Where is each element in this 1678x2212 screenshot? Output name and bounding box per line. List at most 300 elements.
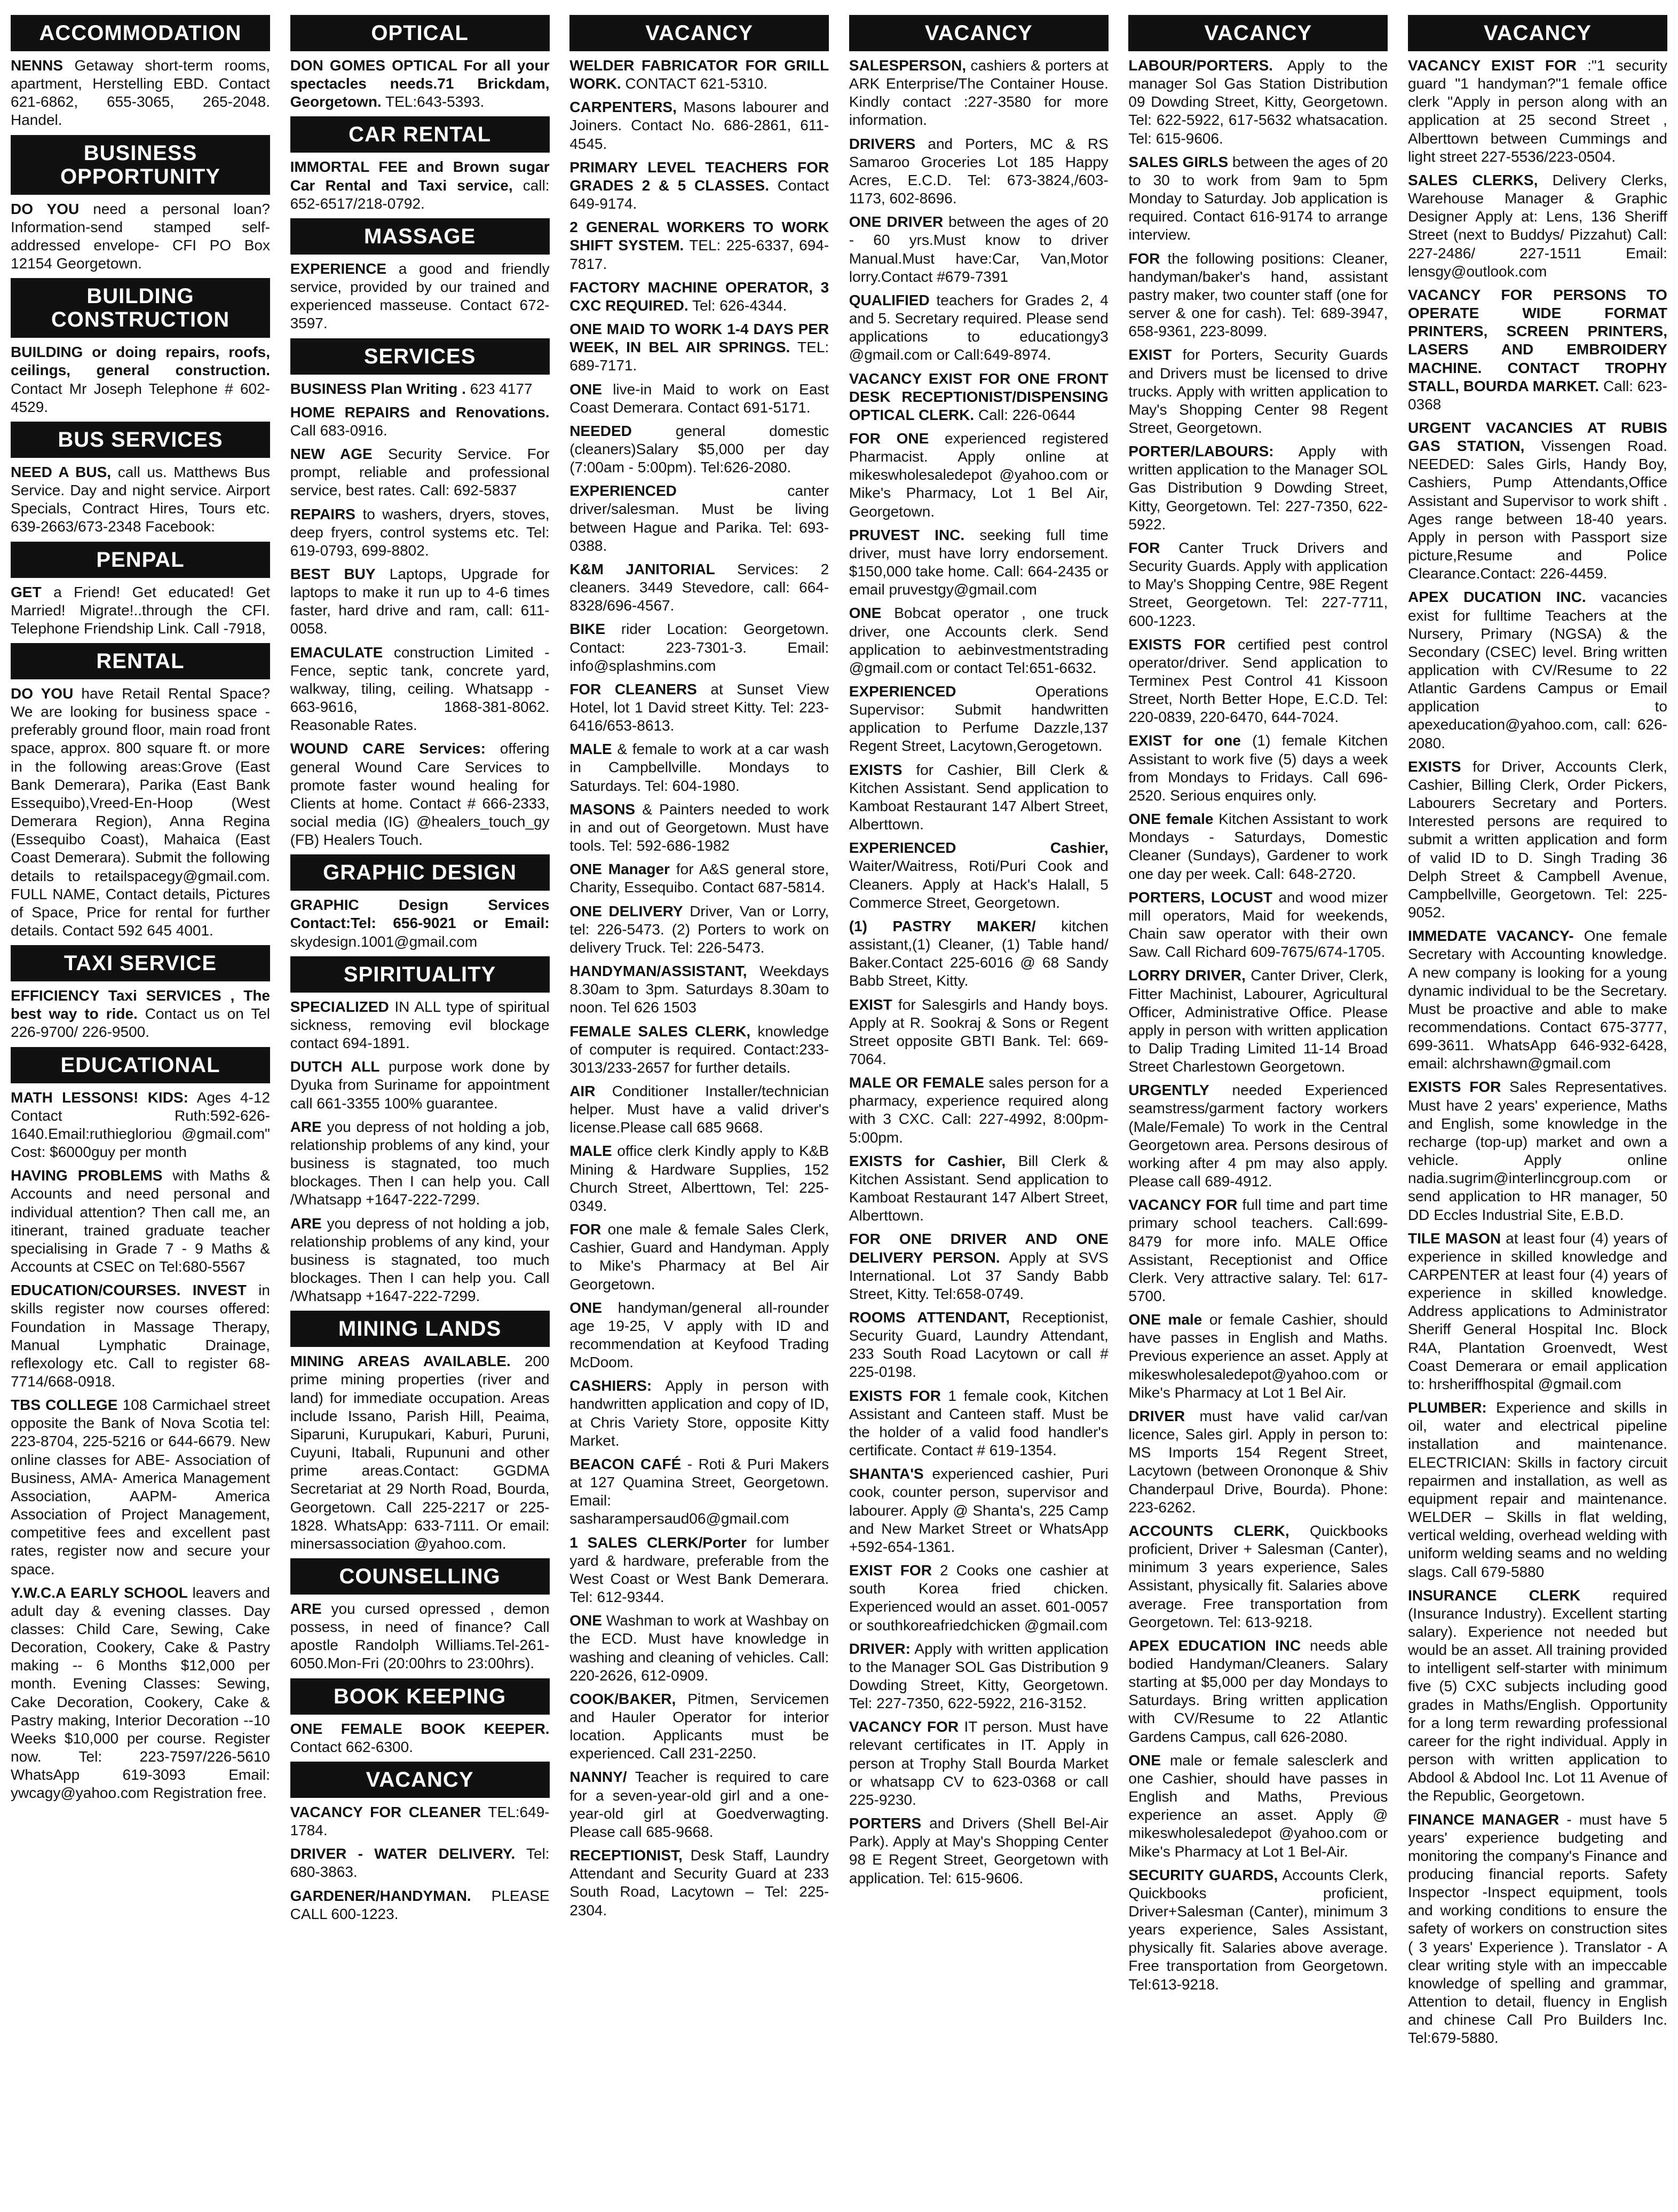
classified-ad — [11, 1089, 270, 1162]
classified-ad — [290, 896, 550, 950]
ad-text: leavers and adult day & evening classes. Day classes: Child Care, Sewing, Cake Decoration, Cookery, Cake & Pastry making -- 6 Months $12,000 per month. Evening Classes: Sewing, Cake Decoration, Cookery, Cake & Pastry making, Interior Decoration --10 Weeks $10,000 per course. Register now. Tel: 223-7597/226-5610 WhatsApp 619-3093 Email: ywcagy@yahoo.com Registration free. — [11, 1584, 270, 1802]
classified-ad — [11, 685, 270, 940]
ad-lead: K&M JANITORIAL — [569, 560, 715, 577]
ad-lead: DON GOMES OPTICAL For all your spectacles needs.71 Brickdam, Georgetown. — [290, 57, 550, 110]
column — [1128, 11, 1388, 2201]
ad-lead: RECEPTIONIST, — [569, 1847, 683, 1864]
classified-ad — [569, 98, 829, 153]
ad-lead: DRIVER - WATER DELIVERY. — [290, 1845, 516, 1862]
classified-ad — [290, 740, 550, 849]
classified-ad — [290, 505, 550, 560]
ad-text: canter driver/salesman. Must be living between Hague and Parika. Tel: 693-0388. — [569, 482, 829, 554]
ad-lead: FINANCE MANAGER — [1407, 1811, 1560, 1828]
ad-text: Receptionist, Security Guard, Laundry Attendant, 233 South Road Lacytown or call # 225-0198. — [849, 1309, 1109, 1381]
ad-text: between the ages of 20 to 30 to work from 9am to 5pm Monday to Saturday. Job application is required. Contact 616-9174 to arrange interview. — [1128, 153, 1388, 243]
classified-ad — [1408, 171, 1667, 281]
ad-lead: AIR — [569, 1082, 596, 1099]
ad-lead: ONE female — [1128, 811, 1214, 828]
classified-ad — [11, 1396, 270, 1579]
section-heading: VACANCY — [1408, 15, 1667, 51]
ad-lead: ONE — [849, 605, 882, 622]
ad-lead: MASONS — [569, 800, 636, 818]
ad-text: teachers for Grades 2, 4 and 5. Secretary required. Please send applications to educationgy3 @gmail.com or Call:649-8974. — [849, 291, 1109, 363]
ad-lead: ACCOUNTS CLERK, — [1128, 1522, 1289, 1539]
ad-lead: COOK/BAKER, — [569, 1690, 676, 1707]
classified-ad — [290, 1600, 550, 1673]
classified-ad — [1408, 1587, 1667, 1805]
ad-lead: EXISTS for Cashier, — [849, 1152, 1006, 1169]
ad-lead: SECURITY GUARDS, — [1128, 1866, 1278, 1883]
section-heading: SPIRITUALITY — [290, 956, 550, 993]
section-heading: TAXI SERVICE — [11, 945, 270, 981]
ad-text: Washman to work at Washbay on the ECD. Must have knowledge in washing and cleaning of vehicles. Call: 220-2626, 612-0909. — [569, 1612, 829, 1684]
classified-ad — [849, 1387, 1109, 1460]
ad-text: and Drivers (Shell Bel-Air Park). Apply at May's Shopping Center 98 E Regent Street, Georgetown with application. Tel: 615-9606. — [849, 1815, 1109, 1886]
ad-text: have Retail Rental Space? We are looking for business space - preferably ground floor, main road front space, approx. 800 square ft. or more in the following areas:Grove (East Bank Demerara), Parika (East Bank Essequibo),Vreed-En-Hoop (West Demerara Region), Anna Regina (Essequibo Coast), Mahaica (East Coast Demerara). Submit the following details to retailspacegy@gmail.com. FULL NAME, Contact details, Pictures of Space, Price for rental for further details. Contact 592 645 4001. — [11, 685, 270, 939]
classified-ad — [569, 962, 829, 1017]
classified-ad — [569, 380, 829, 417]
column — [290, 11, 550, 2201]
ad-lead: APEX EDUCATION INC — [1128, 1637, 1301, 1654]
ad-lead: NEEDED — [569, 422, 632, 439]
classified-ad — [290, 1118, 550, 1209]
ad-text: kitchen assistant,(1) Cleaner, (1) Table hand/ Baker.Contact 225-6016 @ 68 Sandy Babb Street, Kitty. — [849, 917, 1109, 989]
classified-ad — [1128, 153, 1388, 244]
ad-text: for lumber yard & hardware, preferable from the West Coast or West Bank Demerara. Tel: 612-9344. — [569, 1534, 829, 1606]
classified-ad — [849, 1561, 1109, 1635]
classified-ad — [1408, 927, 1667, 1073]
ad-lead: DRIVERS — [849, 135, 916, 152]
ad-text: live-in Maid to work on East Coast Demerara. Contact 691-5171. — [569, 380, 829, 416]
ad-lead: GARDENER/HANDYMAN. — [290, 1887, 471, 1904]
classified-ad — [1128, 1751, 1388, 1861]
ad-text: TEL: 689-7171. — [569, 339, 829, 374]
classified-ad — [11, 987, 270, 1041]
classified-ad — [290, 565, 550, 638]
ad-lead: MINING AREAS AVAILABLE. — [290, 1353, 511, 1370]
ad-text: Vissengen Road. NEEDED: Sales Girls, Handy Boy, Cashiers, Pump Attendants,Office Assistant and Supervisor to work shift . Ages range between 18-40 years. Apply in person with Passport size picture,Resume and Police Clearance.Contact: 226-4459. — [1407, 438, 1667, 582]
ad-lead: Y.W.C.A EARLY SCHOOL — [11, 1584, 188, 1601]
ad-text: (1) female Kitchen Assistant to work five (5) days a week from Mondays to Fridays. Call 696-2520. Serious enquires only. — [1128, 732, 1388, 804]
ad-lead: ONE FEMALE BOOK KEEPER. — [290, 1720, 550, 1737]
ad-text: to washers, dryers, stoves, deep fryers, control systems etc. Tel: 619-0793, 699-8802. — [290, 505, 550, 559]
ad-lead: EXIST — [849, 996, 892, 1013]
classified-ad — [849, 761, 1109, 834]
classified-ad — [569, 482, 829, 555]
classified-ad — [849, 135, 1109, 208]
ad-text: IT person. Must have relevant certificates in IT. Apply in person at Trophy Stall Bourda Market or whatsapp CV to 623-0368 or call 225-9230. — [849, 1718, 1109, 1808]
ad-text: the following positions: Cleaner, handyman/baker's hand, assistant pastry maker, two counter staff (one for server & one for cash). Tel: 689-3947, 658-9361, 223-8099. — [1128, 250, 1388, 340]
ad-lead: NENNS — [11, 57, 64, 74]
classified-ad — [290, 1720, 550, 1756]
ad-lead: FOR — [1128, 250, 1160, 267]
ad-text: Pitmen, Servicemen and Hauler Operator for interior location. Applicants must be experienced. Call 231-2250. — [569, 1690, 829, 1762]
ad-lead: VACANCY FOR — [849, 1718, 959, 1735]
ad-lead: EDUCATION/COURSES. INVEST — [11, 1282, 247, 1299]
section-heading: SERVICES — [290, 338, 550, 375]
ad-text: for A&S general store, Charity, Essequibo. Contact 687-5814. — [569, 861, 829, 896]
ad-text: must have valid car/van licence, Sales girl. Apply in person to: MS Imports 154 Regent Street, Lacytown (between Orononque & Shiv Chanderpaul Drive, Bourda). Phone: 223-6262. — [1128, 1407, 1388, 1516]
classified-ad — [1408, 1078, 1667, 1224]
ad-text: and wood mizer mill operators, Maid for weekends, Chain saw operator with their own Saw. Call Richard 609-7675/674-1705. — [1128, 889, 1388, 961]
ad-lead: WELDER FABRICATOR FOR GRILL WORK. — [569, 57, 829, 92]
classified-ad — [290, 998, 550, 1052]
ad-text: seeking full time driver, must have lorry endorsement. $150,000 take home. Call: 664-2435 or email pruvestgy@gmail.com — [849, 526, 1109, 598]
ad-lead: INSURANCE CLERK — [1407, 1587, 1581, 1604]
ad-lead: PRUVEST INC. — [849, 526, 965, 543]
ad-text: 200 prime mining properties (river and land) for immediate occupation. Areas include Issano, Parish Hill, Peaima, Siparuni, Kurupukari, Kaburi, Puruni, Cuyuni, Itabali, Rupununi and other prime areas.Contact: GGDMA Secretariat at 29 North Road, Bourda, Georgetown. Call 225-2217 or 225-1828. WhatsApp: 633-7111. Or email: minersassociation @yahoo.com. — [290, 1353, 550, 1552]
ad-text: one male & female Sales Clerk, Cashier, Guard and Handyman. Apply to Mike's Pharmacy at Bel Air Georgetown. — [569, 1221, 829, 1293]
ad-text: Canter Truck Drivers and Security Guards. Apply with application to May's Shopping Centre, 98E Regent Street, Georgetown. Tel: 227-7711, 600-1223. — [1128, 539, 1388, 629]
classified-ad — [569, 422, 829, 477]
classified-ad — [849, 57, 1109, 130]
ad-text: purpose work done by Dyuka from Suriname for appointment call 661-3355 100% guarantee. — [290, 1058, 550, 1112]
ad-text: & female to work at a car wash in Campbellville. Mondays to Saturdays. Tel: 604-1980. — [569, 741, 829, 794]
ad-lead: MALE — [569, 1143, 612, 1160]
classified-ad — [569, 800, 829, 855]
classified-ad — [569, 158, 829, 213]
ad-lead: EXPERIENCED — [569, 482, 677, 500]
ad-lead: DRIVER: — [849, 1640, 911, 1657]
ad-lead: MALE — [569, 741, 612, 758]
ad-text: 1 female cook, Kitchen Assistant and Canteen staff. Must be the holder of a valid food handler's certificate. Contact # 619-1354. — [849, 1387, 1109, 1459]
classified-ad — [11, 1584, 270, 1803]
ad-lead: PRIMARY LEVEL TEACHERS FOR GRADES 2 & 5 CLASSES. — [569, 158, 829, 194]
ad-text: Weekdays 8.30am to 3pm. Saturdays 8.30am to noon. Tel 626 1503 — [569, 963, 829, 1016]
ad-text: for Cashier, Bill Clerk & Kitchen Assistant. Send application to Kamboat Restaurant 147 Albert Street, Alberttown. — [849, 761, 1109, 833]
ad-text: rider Location: Georgetown. Contact: 223-7301-3. Email: info@splashmins.com — [569, 621, 829, 674]
ad-text: 2 Cooks one cashier at south Korea fried chicken. Experienced would an asset. 601-0057 or southkoreafriedchicken @gmail.com — [849, 1562, 1109, 1634]
ad-text: at least four (4) years of experience in skilled knowledge and CARPENTER at least four (4) years of experience in skilled knowledge. Address applications to Administrator Sheriff General Hospital Inc. Block R4A, Plantation Groenvedt, West Coast Demerara or email application to: hrsheriffhospital @gmail.com — [1407, 1230, 1667, 1392]
classified-ad — [11, 343, 270, 416]
ad-text: PLEASE CALL 600-1223. — [290, 1887, 550, 1922]
ad-lead: EXIST — [1128, 346, 1172, 363]
ad-text: Kitchen Assistant to work Mondays - Saturdays, Domestic Cleaner (Sundays), Gardener to work one day per week. Call: 648-2720. — [1128, 811, 1388, 882]
ad-text: certified pest control operator/driver. Send application to Terminex Pest Control 41 Kissoon Street, North Better Hope, E.C.D. Tel: 220-0839, 220-6470, 644-7024. — [1128, 636, 1388, 726]
section-heading: VACANCY — [1128, 15, 1388, 51]
ad-lead: EXISTS — [1407, 758, 1461, 775]
ad-lead: ONE Manager — [569, 861, 670, 878]
classified-ad — [1408, 286, 1667, 414]
classified-ad — [1128, 1196, 1388, 1305]
classified-ad — [849, 430, 1109, 521]
classified-ad — [290, 1215, 550, 1306]
ad-lead: EXIST for one — [1128, 732, 1241, 749]
ad-text: Sales Representatives. Must have 2 years' experience, Maths and English, some knowledge in the recharge (top-up) market and own a vehicle. Apply online nadia.sugrim@interlincgroup.com or send application to HR manager, 50 DD Eccles Industrial Site, E.B.D. — [1407, 1079, 1667, 1223]
ad-lead: EXPERIENCE — [290, 260, 387, 277]
classified-ad — [1408, 588, 1667, 752]
ad-lead: QUALIFIED — [849, 291, 930, 308]
classified-ad — [849, 291, 1109, 364]
classified-ad — [290, 403, 550, 440]
ad-text: cashiers & porters at ARK Enterprise/The Container House. Kindly contact :227-3580 for more information. — [849, 57, 1109, 129]
ad-lead: CARPENTERS, — [569, 99, 677, 116]
section-heading: PENPAL — [11, 542, 270, 578]
ad-lead: EXISTS FOR — [849, 1387, 941, 1404]
ad-lead: PORTERS, LOCUST — [1128, 889, 1273, 906]
classified-ad — [1128, 250, 1388, 341]
ad-lead: ARE — [290, 1600, 322, 1617]
classified-ad — [849, 996, 1109, 1069]
section-heading: VACANCY — [569, 15, 829, 51]
ad-lead: EXISTS — [849, 761, 903, 778]
section-heading: ACCOMMODATION — [11, 15, 270, 51]
ad-text: - must have 5 years' experience budgeting and monitoring the company's Finance and producing financial reports. Safety Inspector -Inspect equipment, tools and working conditions to ensure the safety of workers on construction sites ( 3 years' Experience ). Translator - A clear writing style with an impeccable knowledge of spelling and grammar, Attention to detail, fluency in English and chinese Call Pro Builders Inc. Tel:679-5880. — [1407, 1811, 1667, 2047]
ad-text: Waiter/Waitress, Roti/Puri Cook and Cleaners. Apply at Hack's Halall, 5 Commerce Street, Georgetown. — [849, 858, 1109, 911]
section-heading: EDUCATIONAL — [11, 1047, 270, 1083]
ad-lead: SALES GIRLS — [1128, 153, 1229, 170]
section-heading: MASSAGE — [290, 218, 550, 255]
classified-ad — [1408, 1399, 1667, 1581]
ad-text: Canter Driver, Clerk, Fitter Machinist, Labourer, Agricultural Officer, Administrative Office. Please apply in person with written application to Dalip Trading Limited 11-14 Broad Street Charlestown Georgetown. — [1128, 967, 1388, 1075]
ad-lead: FEMALE SALES CLERK, — [569, 1022, 751, 1040]
ad-lead: DRIVER — [1128, 1407, 1185, 1424]
classified-ad — [1128, 1407, 1388, 1517]
classified-ad — [849, 1465, 1109, 1556]
ad-lead: EXISTS FOR — [1128, 636, 1226, 653]
ad-lead: GET — [11, 583, 42, 600]
ad-text: skydesign.1001@gmail.com — [290, 933, 478, 950]
classified-ad — [290, 1845, 550, 1881]
ad-lead: VACANCY EXIST FOR ONE FRONT DESK RECEPTIONIST/DISPENSING OPTICAL CLERK. — [849, 370, 1109, 423]
ad-text: experienced cashier, Puri cook, counter person, supervisor and labourer. Apply @ Shanta's, 225 Camp and New Market Street or WhatsApp +592-654-1361. — [849, 1465, 1109, 1555]
ad-text: TEL: 225-6337, 694-7817. — [569, 237, 829, 272]
section-heading: CAR RENTAL — [290, 116, 550, 153]
ad-lead: NANNY/ — [569, 1769, 627, 1786]
ad-lead: LORRY DRIVER, — [1128, 967, 1246, 984]
section-heading: COUNSELLING — [290, 1558, 550, 1595]
ad-text: experienced registered Pharmacist. Apply online at mikeswholesaledepot @yahoo.com or Mike's Pharmacy, Lot 1 Bel Air, Georgetown. — [849, 430, 1109, 520]
ad-lead: REPAIRS — [290, 505, 355, 522]
ad-lead: WOUND CARE Services: — [290, 740, 486, 757]
ad-lead: EMACULATE — [290, 644, 383, 661]
classified-ad — [569, 1022, 829, 1077]
ad-text: & Painters needed to work in and out of Georgetown. Must have tools. Tel: 592-686-1982 — [569, 800, 829, 854]
ad-text: TEL:643-5393. — [385, 93, 485, 110]
classified-ad — [569, 1082, 829, 1137]
classified-ad — [1128, 810, 1388, 883]
classified-ad — [849, 526, 1109, 599]
ad-lead: PORTERS — [849, 1815, 922, 1832]
classified-ad — [1408, 1811, 1667, 2048]
ad-lead: EXPERIENCED Cashier, — [849, 839, 1109, 857]
ad-lead: NEW AGE — [290, 446, 373, 463]
ad-text: needed Experienced seamstress/garment factory workers (Male/Female) To work in the Central Georgetown area. Persons desirous of working after 4 pm may also apply. Please call 689-4912. — [1128, 1082, 1388, 1190]
classified-ad — [569, 320, 829, 375]
classified-ad — [849, 1230, 1109, 1303]
ad-lead: VACANCY FOR PERSONS TO OPERATE WIDE FORMAT PRINTERS, SCREEN PRINTERS, LASERS AND EMBROIDERY MACHINE. CONTACT TROPHY STALL, BOURDA MARKET. — [1407, 286, 1667, 394]
ad-text: IN ALL type of spiritual sickness, removing evil blockage contact 694-1891. — [290, 998, 550, 1052]
ad-text: Tel: 680-3863. — [290, 1845, 550, 1881]
section-heading: GRAPHIC DESIGN — [290, 854, 550, 891]
ad-text: male or female salesclerk and one Cashier, should have passes in English and Maths, Previous experience an asset. Apply @ mikeswholesaledepot @yahoo.com or Mike's Pharmacy at Lot 1 Bel-Air. — [1128, 1751, 1388, 1860]
ad-lead: SALESPERSON, — [849, 57, 967, 74]
ad-lead: CASHIERS: — [569, 1377, 652, 1394]
ad-lead: ROOMS ATTENDANT, — [849, 1309, 1010, 1326]
classified-ad — [290, 1352, 550, 1553]
classified-ad — [1128, 889, 1388, 962]
ad-text: Teacher is required to care for a seven-year-old girl and a one-year-old girl at Goedverwagting. Please call 685-9668. — [569, 1769, 829, 1840]
classified-ad — [290, 380, 550, 398]
ad-lead: (1) PASTRY MAKER/ — [849, 917, 1036, 934]
ad-text: Contact 662-6300. — [290, 1738, 413, 1755]
section-heading: VACANCY — [290, 1762, 550, 1798]
ad-lead: BUSINESS Plan Writing . — [290, 380, 466, 397]
ad-lead: BIKE — [569, 621, 606, 638]
ad-text: need a personal loan? Information-send stamped self-addressed envelope- CFI PO Box 12154 Georgetown. — [11, 200, 270, 272]
ad-text: 108 Carmichael street opposite the Bank of Nova Scotia tel: 223-8704, 225-5216 or 644-6679. New online classes for ABE- Association of Business, AMA- America Management Association, AAPM- America Association of Project Management, competitive fees and excellent past rates, register now and secure your space. — [11, 1397, 270, 1577]
ad-text: Apply to the manager Sol Gas Station Distribution 09 Dowding Street, Kitty, Georgetown. Tel: 622-5922, 617-5632 whatsacation. Tel: 615-9606. — [1128, 57, 1388, 147]
ad-lead: SPECIALIZED — [290, 998, 389, 1015]
ad-text: Conditioner Installer/technician helper. Must have a valid driver's license.Please call 685 9668. — [569, 1082, 829, 1136]
ad-lead: DUTCH ALL — [290, 1058, 380, 1075]
ad-lead: ONE — [569, 1612, 602, 1629]
classified-ad — [1408, 1230, 1667, 1393]
ad-text: Tel: 626-4344. — [692, 297, 787, 314]
ad-lead: ONE male — [1128, 1311, 1202, 1328]
ad-text: for Driver, Accounts Clerk, Cashier, Billing Clerk, Order Pickers, Labourers Secretary and Porters. Interested persons are required to submit a written application and form of valid ID to D. Singh Trading 36 Delph Street & Campbell Avenue, Campbellville, Georgetown. Tel: 225-9052. — [1407, 758, 1667, 921]
ad-text: Apply with written application to the Manager SOL Gas Distribution 9 Dowding Street, Kitty, Georgetown. Tel: 227-7350, 622-5922. — [1128, 443, 1388, 533]
ad-text: Desk Staff, Laundry Attendant and Security Guard at 233 South Road, Lacytown – Tel: 225-2304. — [569, 1847, 829, 1918]
ad-lead: MATH LESSONS! KIDS: — [11, 1089, 188, 1106]
classified-ad — [1128, 966, 1388, 1076]
classified-ad — [849, 1718, 1109, 1809]
ad-lead: HANDYMAN/ASSISTANT, — [569, 963, 747, 980]
ad-text: Experience and skills in oil, water and electrical pipeline installation and maintenance. ELECTRICIAN: Skills in factory circuit repairmen and installation, as well as equipment repair and maintenance. WELDER – Skills in flat welding, vertical welding, overhead welding with uniform welding seams and no welding slags. Call 679-5880 — [1407, 1399, 1667, 1580]
classified-ad — [849, 917, 1109, 990]
column — [1408, 11, 1667, 2201]
classified-ad — [290, 1058, 550, 1112]
classified-ad — [569, 1377, 829, 1450]
ad-lead: ONE MAID TO WORK 1-4 DAYS PER WEEK, IN BEL AIR SPRINGS. — [569, 321, 829, 356]
ad-lead: BEST BUY — [290, 565, 376, 582]
classified-ad — [569, 740, 829, 795]
ad-text: Apply with written application to the Manager SOL Gas Distribution 9 Dowding Street, Kitty, Georgetown. Tel: 227-7350, 622-5922, 216-3152. — [849, 1640, 1109, 1712]
ad-text: Getaway short-term rooms, apartment, Herstelling EBD. Contact 621-6862, 655-3065, 265-2048. Handel. — [11, 57, 270, 129]
classified-ad — [290, 260, 550, 333]
ad-lead: GRAPHIC Design Services Contact:Tel: 656-9021 or Email: — [290, 897, 550, 932]
section-heading: BUS SERVICES — [11, 422, 270, 458]
ad-lead: ONE — [569, 1299, 602, 1316]
ad-text: and Porters, MC & RS Samaroo Groceries Lot 185 Happy Acres, E.C.D. Tel: 673-3824,/603-1173, 602-8696. — [849, 135, 1109, 207]
ad-lead: TBS COLLEGE — [11, 1397, 118, 1414]
ad-text: for Salesgirls and Handy boys. Apply at R. Sookraj & Sons or Regent Street opposite GBTI Bank. Tel: 669-7064. — [849, 996, 1109, 1067]
ad-lead: HOME REPAIRS and Renovations. — [290, 403, 550, 421]
ad-lead: FOR ONE — [849, 430, 929, 447]
ad-text: a good and friendly service, provided by our trained and experienced masseuse. Contact 672-3597. — [290, 260, 550, 332]
classified-ad — [569, 1768, 829, 1841]
ad-lead: EXIST FOR — [849, 1562, 932, 1579]
ad-lead: PLUMBER: — [1407, 1399, 1487, 1416]
section-heading: BUILDING CONSTRUCTION — [11, 278, 270, 338]
ad-text: Bill Clerk & Kitchen Assistant. Send application to Kamboat Restaurant 147 Albert Street, Alberttown. — [849, 1152, 1109, 1224]
ad-text: sales person for a pharmacy, experience required along with 3 CXC. Call: 227-4992, 8:00pm-5:00pm. — [849, 1074, 1109, 1146]
classified-ad — [569, 560, 829, 615]
ad-text: between the ages of 20 - 60 yrs.Must know to driver Manual.Must have:Car, Van,Motor lorry.Contact #679-7391 — [849, 213, 1109, 285]
ad-lead: BUILDING or doing repairs, roofs, ceilings, general construction. — [11, 344, 270, 379]
classified-ad — [1408, 57, 1667, 166]
ad-lead: 2 GENERAL WORKERS TO WORK SHIFT SYSTEM. — [569, 219, 829, 254]
ad-text: Call: 623-0368 — [1407, 377, 1667, 413]
ad-text: at Sunset View Hotel, lot 1 David street Kitty. Tel: 223-6416/653-8613. — [569, 680, 829, 734]
classified-ad — [569, 1455, 829, 1528]
ad-lead: EFFICIENCY Taxi SERVICES , The best way to ride. — [11, 987, 270, 1022]
ad-lead: 1 SALES CLERK/Porter — [569, 1534, 747, 1551]
section-heading: BUSINESS OPPORTUNITY — [11, 135, 270, 195]
ad-lead: LABOUR/PORTERS. — [1128, 57, 1273, 74]
ad-text: knowledge of computer is required. Contact:233-3013/233-2657 for further details. — [569, 1022, 829, 1076]
classified-ad — [849, 370, 1109, 424]
classified-ad — [11, 583, 270, 638]
classified-ad — [1128, 1866, 1388, 1994]
ad-text: Contact 649-9174. — [569, 177, 829, 212]
ad-lead: ONE DRIVER — [849, 213, 944, 231]
ad-text: handyman/general all-rounder age 19-25, V apply with ID and recommendation at Keyfood Trading McDoom. — [569, 1299, 829, 1371]
classified-ad — [849, 1309, 1109, 1382]
ad-text: Apply in person with handwritten application and copy of ID, at Chris Variety Store, opposite Kitty Market. — [569, 1377, 829, 1449]
classified-ad — [849, 1074, 1109, 1147]
classified-ad — [290, 644, 550, 735]
classified-ad — [569, 1299, 829, 1372]
ad-text: Bobcat operator , one truck driver, one Accounts clerk. Send application to aebinvestmentstrading @gmail.com or contact Tel:651-6632. — [849, 605, 1109, 676]
classified-ad — [569, 1534, 829, 1607]
ad-text: Masons labourer and Joiners. Contact No. 686-2861, 611-4545. — [569, 99, 829, 152]
classified-ad — [569, 680, 829, 735]
ad-text: Delivery Clerks, Warehouse Manager & Graphic Designer Apply at: Lens, 136 Sheriff Street (next to Buddys/ Pizzahut) Call: 227-2486/ 227-1511 Email: lensgy@outlook.com — [1407, 171, 1667, 280]
ad-lead: FACTORY MACHINE OPERATOR, 3 CXC REQUIRED. — [569, 279, 829, 314]
section-heading: RENTAL — [11, 643, 270, 679]
classified-ad — [1128, 346, 1388, 437]
ad-lead: FOR — [1128, 539, 1160, 556]
classified-ad — [569, 902, 829, 957]
classified-ad — [1128, 636, 1388, 727]
classified-ad — [1408, 758, 1667, 922]
classified-ad — [1128, 1081, 1388, 1191]
ad-lead: VACANCY FOR — [1128, 1196, 1238, 1214]
classified-ad — [569, 57, 829, 93]
classified-ad — [1128, 57, 1388, 148]
ad-text: a Friend! Get educated! Get Married! Migrate!..through the CFI. Telephone Friendship Link. Call -7918, — [11, 583, 270, 637]
classified-ad — [290, 1803, 550, 1840]
classified-ad — [1128, 732, 1388, 805]
classified-ad — [1128, 539, 1388, 630]
ad-text: - Roti & Puri Makers at 127 Quamina Street, Georgetown. Email: sasharampersaud06@gmail.com — [569, 1455, 829, 1527]
classified-ad — [11, 200, 270, 273]
ad-lead: SALES CLERKS, — [1407, 171, 1538, 188]
classified-ad — [849, 683, 1109, 756]
ad-text: TEL:649-1784. — [290, 1803, 550, 1839]
classified-ad — [11, 1167, 270, 1276]
classified-ad — [11, 57, 270, 130]
ad-lead: FOR — [569, 1221, 601, 1238]
section-heading: MINING LANDS — [290, 1311, 550, 1347]
classifieds-page — [11, 11, 1667, 2201]
ad-lead: BEACON CAFÉ — [569, 1455, 682, 1472]
ad-text: 623 4177 — [470, 380, 533, 397]
ad-text: or female Cashier, should have passes in English and Maths. Previous experience an asset. Apply at mikeswholesaledepot@yahoo.com or Mike's Pharmacy at Lot 1 Bel Air. — [1128, 1311, 1388, 1401]
ad-text: Driver, Van or Lorry, tel: 226-5473. (2) Porters to work on delivery Truck. Tel: 226-5473. — [569, 902, 829, 956]
classified-ad — [11, 463, 270, 536]
classified-ad — [290, 158, 550, 212]
ad-lead: EXPERIENCED — [849, 683, 956, 700]
ad-lead: EXISTS FOR — [1407, 1079, 1501, 1096]
classified-ad — [569, 218, 829, 273]
classified-ad — [1128, 1522, 1388, 1631]
ad-text: vacancies exist for fulltime Teachers at the Nursery, Primary (NGSA) & the Secondary (CSEC) level. Bring written application with CV/Resume to 22 Atlantic Gardens Campus or Email application to apexeducation@yahoo.com, call: 626-2080. — [1407, 589, 1667, 751]
ad-lead: ARE — [290, 1215, 322, 1232]
ad-lead: VACANCY FOR CLEANER — [290, 1803, 481, 1820]
ad-text: you depress of not holding a job, relationship problems of any kind, your business is stagnated, too much blockages. Then I can help you. Call /Whatsapp +1647-222-7299. — [290, 1215, 550, 1305]
